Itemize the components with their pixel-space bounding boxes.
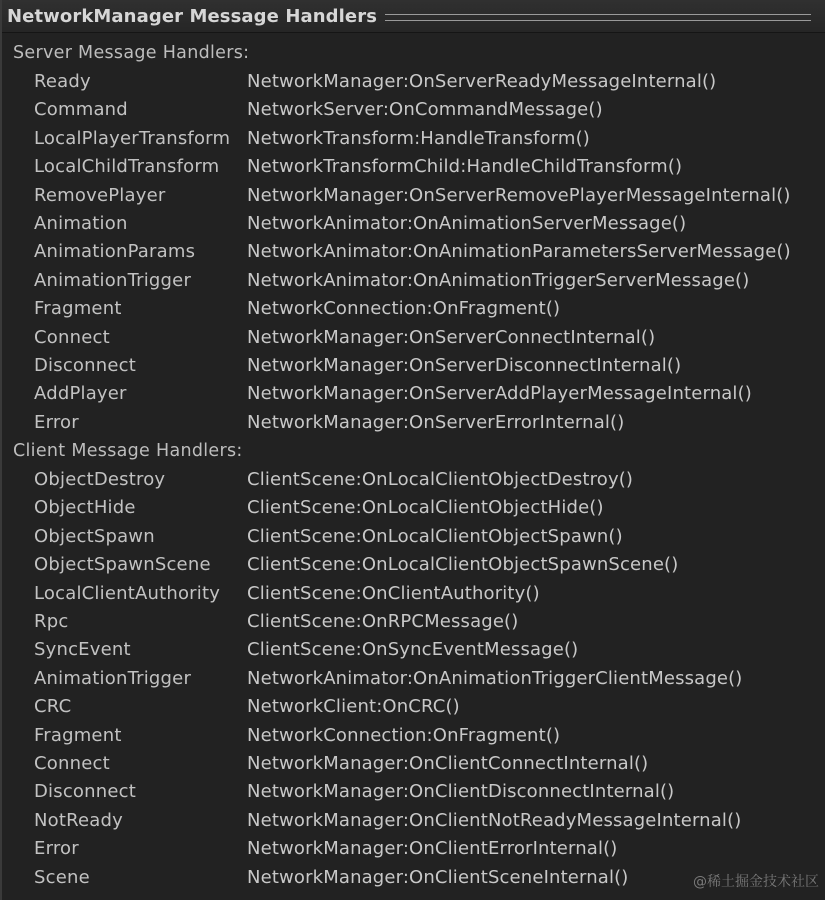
handler-row (2, 99, 825, 127)
message-type-label: Connect (34, 753, 110, 774)
handler-function-label: NetworkConnection:OnFragment() (247, 298, 561, 320)
handler-function-label: NetworkManager:OnClientErrorInternal() (247, 838, 618, 860)
message-type-label: Scene (34, 866, 90, 888)
message-type-label: ObjectHide (34, 497, 136, 519)
handler-row (2, 781, 825, 809)
handler-row (2, 185, 825, 213)
handler-function-label: ClientScene:OnLocalClientObjectHide() (247, 497, 604, 519)
handler-row (2, 156, 825, 184)
message-type-label: Command (34, 99, 128, 121)
handler-function-label: ClientScene:OnLocalClientObjectSpawn() (247, 525, 623, 547)
handler-function-label: NetworkClient:OnCRC() (247, 696, 460, 718)
handler-function-label: ClientScene:OnLocalClientObjectDestroy() (247, 469, 634, 490)
handler-function-label: NetworkManager:OnClientNotReadyMessageInternal() (247, 809, 742, 831)
handler-row (2, 810, 825, 838)
message-type-label: ObjectSpawn (34, 525, 155, 547)
watermark: @稀土掘金技术社区 (693, 874, 819, 890)
client-section-title: Client Message Handlers: (13, 441, 243, 461)
message-type-label: Ready (34, 71, 91, 92)
handler-row (2, 412, 825, 440)
handler-function-label: NetworkManager:OnServerConnectInternal() (247, 326, 656, 348)
inspector-header (2, 0, 825, 33)
message-type-label: NotReady (34, 809, 124, 831)
handler-function-label: NetworkTransform:HandleTransform() (247, 127, 590, 149)
handler-function-label: NetworkManager:OnServerAddPlayerMessageInternal() (247, 383, 752, 405)
message-type-label: Rpc (34, 611, 69, 632)
handler-row (2, 838, 825, 866)
handler-function-label: NetworkManager:OnServerReadyMessageInternal() (247, 71, 717, 92)
message-type-label: SyncEvent (34, 639, 131, 661)
message-type-label: LocalPlayerTransform (34, 127, 231, 149)
handler-row (2, 213, 825, 241)
handler-function-label: NetworkManager:OnServerErrorInternal() (247, 411, 625, 433)
header-title: NetworkManager Message Handlers (7, 5, 378, 27)
handler-function-label: NetworkServer:OnCommandMessage() (247, 99, 603, 121)
handler-row (2, 383, 825, 411)
handler-function-label: NetworkTransformChild:HandleChildTransform() (247, 156, 683, 178)
handler-function-label: NetworkManager:OnClientDisconnectInternal() (247, 781, 675, 803)
handler-row (2, 696, 825, 724)
handler-function-label: NetworkManager:OnClientConnectInternal() (247, 753, 649, 774)
message-type-label: LocalClientAuthority (34, 582, 221, 604)
handler-function-label: ClientScene:OnClientAuthority() (247, 582, 540, 604)
message-type-label: Disconnect (34, 355, 136, 376)
message-type-label: CRC (34, 696, 72, 718)
handler-function-label: NetworkAnimator:OnAnimationParametersServerMessage() (247, 241, 791, 263)
message-type-label: Error (34, 838, 79, 860)
message-type-label: LocalChildTransform (34, 156, 220, 178)
handler-row (2, 270, 825, 298)
message-type-label: Connect (34, 326, 110, 348)
handler-row (2, 554, 825, 582)
handler-function-label: NetworkManager:OnServerDisconnectInternal() (247, 355, 682, 376)
handler-row (2, 128, 825, 156)
message-type-label: Animation (34, 213, 128, 234)
handler-function-label: NetworkAnimator:OnAnimationTriggerServerMessage() (247, 269, 750, 291)
handler-row (2, 298, 825, 326)
message-type-label: AnimationTrigger (34, 269, 192, 291)
handler-row (2, 327, 825, 355)
message-type-label: ObjectDestroy (34, 469, 166, 490)
message-type-label: Error (34, 411, 79, 433)
handler-row (2, 469, 825, 497)
message-type-label: ObjectSpawnScene (34, 554, 211, 576)
message-type-label: Disconnect (34, 781, 136, 803)
handler-row (2, 497, 825, 525)
handler-function-label: NetworkAnimator:OnAnimationTriggerClientMessage() (247, 667, 743, 689)
handler-function-label: NetworkConnection:OnFragment() (247, 724, 561, 746)
message-type-label: AnimationParams (34, 241, 196, 263)
handler-function-label: NetworkManager:OnServerRemovePlayerMessageInternal() (247, 184, 791, 206)
message-type-label: Fragment (34, 298, 122, 320)
handler-row (2, 526, 825, 554)
handler-row (2, 668, 825, 696)
server-section-title: Server Message Handlers: (13, 43, 250, 63)
handler-function-label: ClientScene:OnLocalClientObjectSpawnScene() (247, 554, 679, 576)
handler-row (2, 583, 825, 611)
handler-row (2, 241, 825, 269)
message-type-label: AnimationTrigger (34, 667, 192, 689)
handler-row (2, 611, 825, 639)
handler-row (2, 639, 825, 667)
handler-function-label: NetworkAnimator:OnAnimationServerMessage() (247, 213, 687, 234)
header-divider (385, 14, 811, 21)
handler-function-label: ClientScene:OnSyncEventMessage() (247, 639, 579, 661)
handler-row (2, 71, 825, 99)
handler-row (2, 753, 825, 781)
handler-function-label: ClientScene:OnRPCMessage() (247, 611, 519, 632)
message-type-label: AddPlayer (34, 383, 127, 405)
handler-function-label: NetworkManager:OnClientSceneInternal() (247, 866, 629, 888)
handler-row (2, 725, 825, 753)
message-type-label: RemovePlayer (34, 184, 166, 206)
message-type-label: Fragment (34, 724, 122, 746)
handler-row (2, 355, 825, 383)
